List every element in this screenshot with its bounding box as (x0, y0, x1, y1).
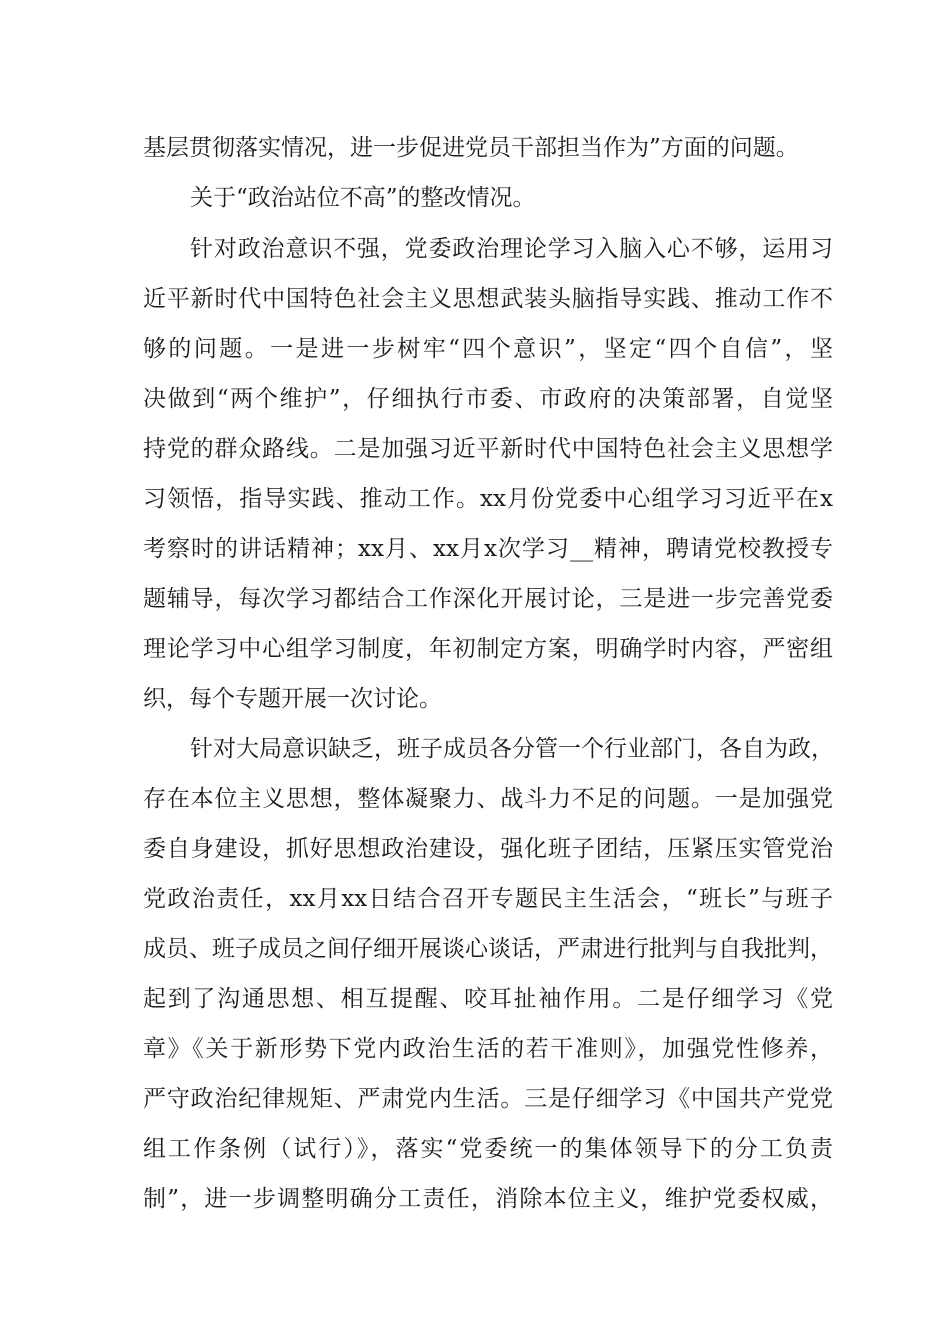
text-line: 成员、班子成员之间仔细开展谈心谈话，严肃进行批判与自我批判， (143, 936, 833, 962)
text-line: 党政治责任，xx月xx日结合召开专题民主生活会，“班长”与班子 (143, 886, 833, 912)
text-line: 章》《关于新形势下党内政治生活的若干准则》，加强党性修养， (143, 1036, 833, 1062)
text-line: 决做到“两个维护”，仔细执行市委、市政府的决策部署，自觉坚 (143, 386, 833, 412)
text-line: 委自身建设，抓好思想政治建设，强化班子团结，压紧压实管党治 (143, 836, 833, 862)
text-line: 针对大局意识缺乏，班子成员各分管一个行业部门，各自为政， (190, 736, 834, 762)
text-line: 够的问题。一是进一步树牢“四个意识”，坚定“四个自信”，坚 (143, 336, 833, 362)
text-line: 基层贯彻落实情况，进一步促进党员干部担当作为”方面的问题。 (143, 135, 799, 161)
text-line: 织，每个专题开展一次讨论。 (143, 686, 442, 712)
text-line: 针对政治意识不强，党委政治理论学习入脑入心不够，运用习 (190, 236, 833, 262)
text-line: 严守政治纪律规矩、严肃党内生活。三是仔细学习《中国共产党党 (143, 1086, 833, 1112)
text-line: 存在本位主义思想，整体凝聚力、战斗力不足的问题。一是加强党 (143, 786, 833, 812)
text-line: 组工作条例（试行）》，落实“党委统一的集体领导下的分工负责 (143, 1136, 833, 1162)
text-line: 起到了沟通思想、相互提醒、咬耳扯袖作用。二是仔细学习《党 (143, 986, 833, 1012)
text-line: 持党的群众路线。二是加强习近平新时代中国特色社会主义思想学 (143, 436, 833, 462)
text-line: 理论学习中心组学习制度，年初制定方案，明确学时内容，严密组 (143, 636, 833, 662)
text-line: 近平新时代中国特色社会主义思想武装头脑指导实践、推动工作不 (143, 286, 833, 312)
text-line: 考察时的讲话精神；xx月、xx月x次学习__精神，聘请党校教授专 (143, 536, 833, 562)
text-line: 题辅导，每次学习都结合工作深化开展讨论，三是进一步完善党委 (143, 586, 833, 612)
text-line: 制”，进一步调整明确分工责任，消除本位主义，维护党委权威， (143, 1186, 833, 1212)
section-heading: 关于“政治站位不高”的整改情况。 (190, 185, 536, 211)
text-line: 习领悟，指导实践、推动工作。xx月份党委中心组学习习近平在x (143, 486, 833, 512)
